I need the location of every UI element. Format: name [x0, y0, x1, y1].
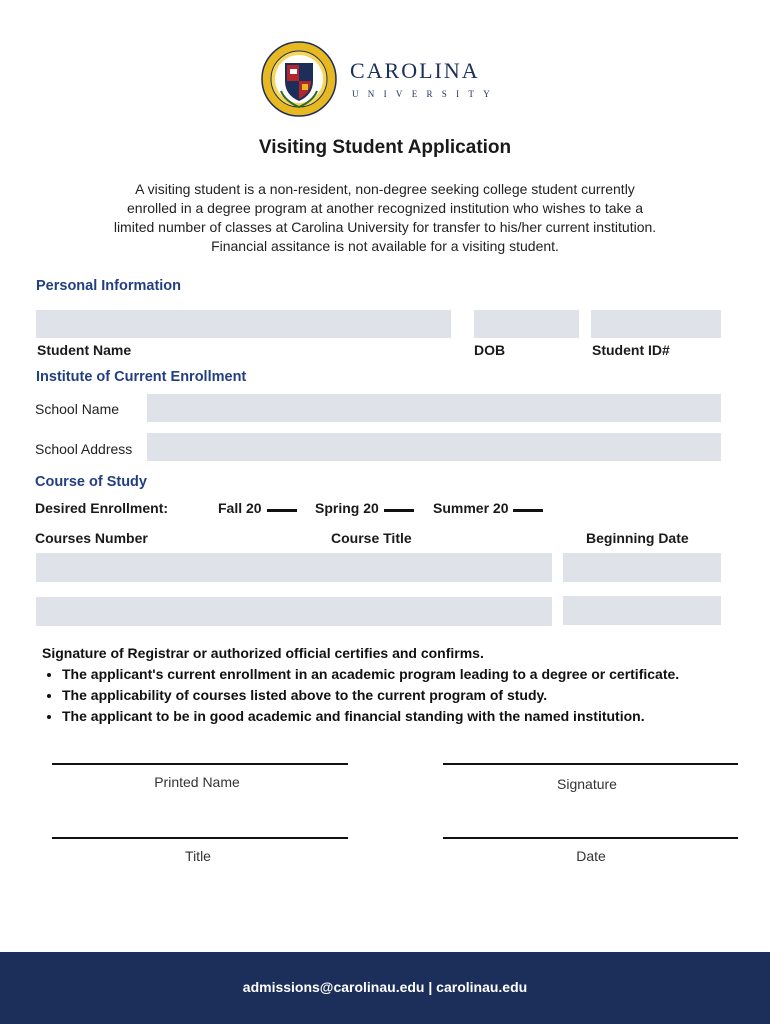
- beginning-date-header: Beginning Date: [586, 530, 689, 546]
- school-name-label: School Name: [35, 401, 120, 417]
- title-label: Title: [185, 848, 211, 864]
- university-wordmark: CAROLINA: [350, 58, 480, 83]
- title-line[interactable]: [52, 837, 348, 839]
- footer-contact[interactable]: admissions@carolinau.edu | carolinau.edu: [242, 979, 528, 995]
- section-title-course: Course of Study: [35, 474, 147, 490]
- university-seal-logo: [261, 41, 337, 117]
- certification-item: • The applicant's current enrollment in an academic program leading to a degree or certificate.: [62, 664, 742, 685]
- spring-year-blank[interactable]: [384, 509, 414, 512]
- printed-name-line[interactable]: [52, 763, 348, 765]
- enrollment-option-spring[interactable]: [315, 500, 414, 516]
- student-id-field[interactable]: [591, 310, 721, 338]
- school-address-field[interactable]: [147, 433, 721, 461]
- courses-number-header: Courses Number: [35, 530, 148, 546]
- date-label: Date: [576, 848, 606, 864]
- student-name-field[interactable]: [36, 310, 451, 338]
- printed-name-label: Printed Name: [154, 774, 240, 790]
- school-address-label: School Address: [35, 441, 133, 457]
- certification-list: [62, 664, 742, 727]
- section-title-institute: Institute of Current Enrollment: [36, 369, 247, 385]
- student-name-label: Student Name: [37, 342, 132, 358]
- course-row-1-date-field[interactable]: [563, 553, 721, 582]
- spring-label: Spring 20: [315, 500, 379, 516]
- page-title: Visiting Student Application: [258, 137, 512, 158]
- summer-year-blank[interactable]: [513, 509, 543, 512]
- intro-line: enrolled in a degree program at another recognized institution who wishes to take a: [127, 200, 643, 216]
- desired-enrollment-label: Desired Enrollment:: [35, 500, 169, 516]
- summer-label: Summer 20: [433, 500, 509, 516]
- intro-line: Financial assitance is not available for a visiting student.: [211, 238, 559, 254]
- intro-paragraph: [70, 180, 700, 256]
- enrollment-option-summer[interactable]: [433, 500, 543, 516]
- university-wordmark-subtitle: UNIVERSITY: [352, 89, 499, 99]
- certification-item: • The applicability of courses listed above to the current program of study.: [62, 685, 742, 706]
- signature-line[interactable]: [443, 763, 738, 765]
- course-row-2-field[interactable]: [36, 597, 552, 626]
- fall-label: Fall 20: [218, 500, 262, 516]
- certification-item: • The applicant to be in good academic and financial standing with the named institution.: [62, 706, 742, 727]
- certification-intro: Signature of Registrar or authorized official certifies and confirms.: [42, 645, 484, 661]
- signature-label: Signature: [557, 776, 617, 792]
- enrollment-option-fall[interactable]: [218, 500, 297, 516]
- course-row-2-date-field[interactable]: [563, 596, 721, 625]
- fall-year-blank[interactable]: [267, 509, 297, 512]
- dob-field[interactable]: [474, 310, 579, 338]
- intro-line: limited number of classes at Carolina University for transfer to his/her current institution.: [113, 219, 657, 235]
- student-id-label: Student ID#: [592, 342, 670, 358]
- course-title-header: Course Title: [331, 530, 412, 546]
- school-name-field[interactable]: [147, 394, 721, 422]
- section-title-personal: Personal Information: [36, 278, 182, 294]
- dob-label: DOB: [474, 342, 506, 358]
- course-row-1-field[interactable]: [36, 553, 552, 582]
- certification-block: [42, 645, 742, 727]
- intro-line: A visiting student is a non-resident, non-degree seeking college student currently: [135, 181, 635, 197]
- date-line[interactable]: [443, 837, 738, 839]
